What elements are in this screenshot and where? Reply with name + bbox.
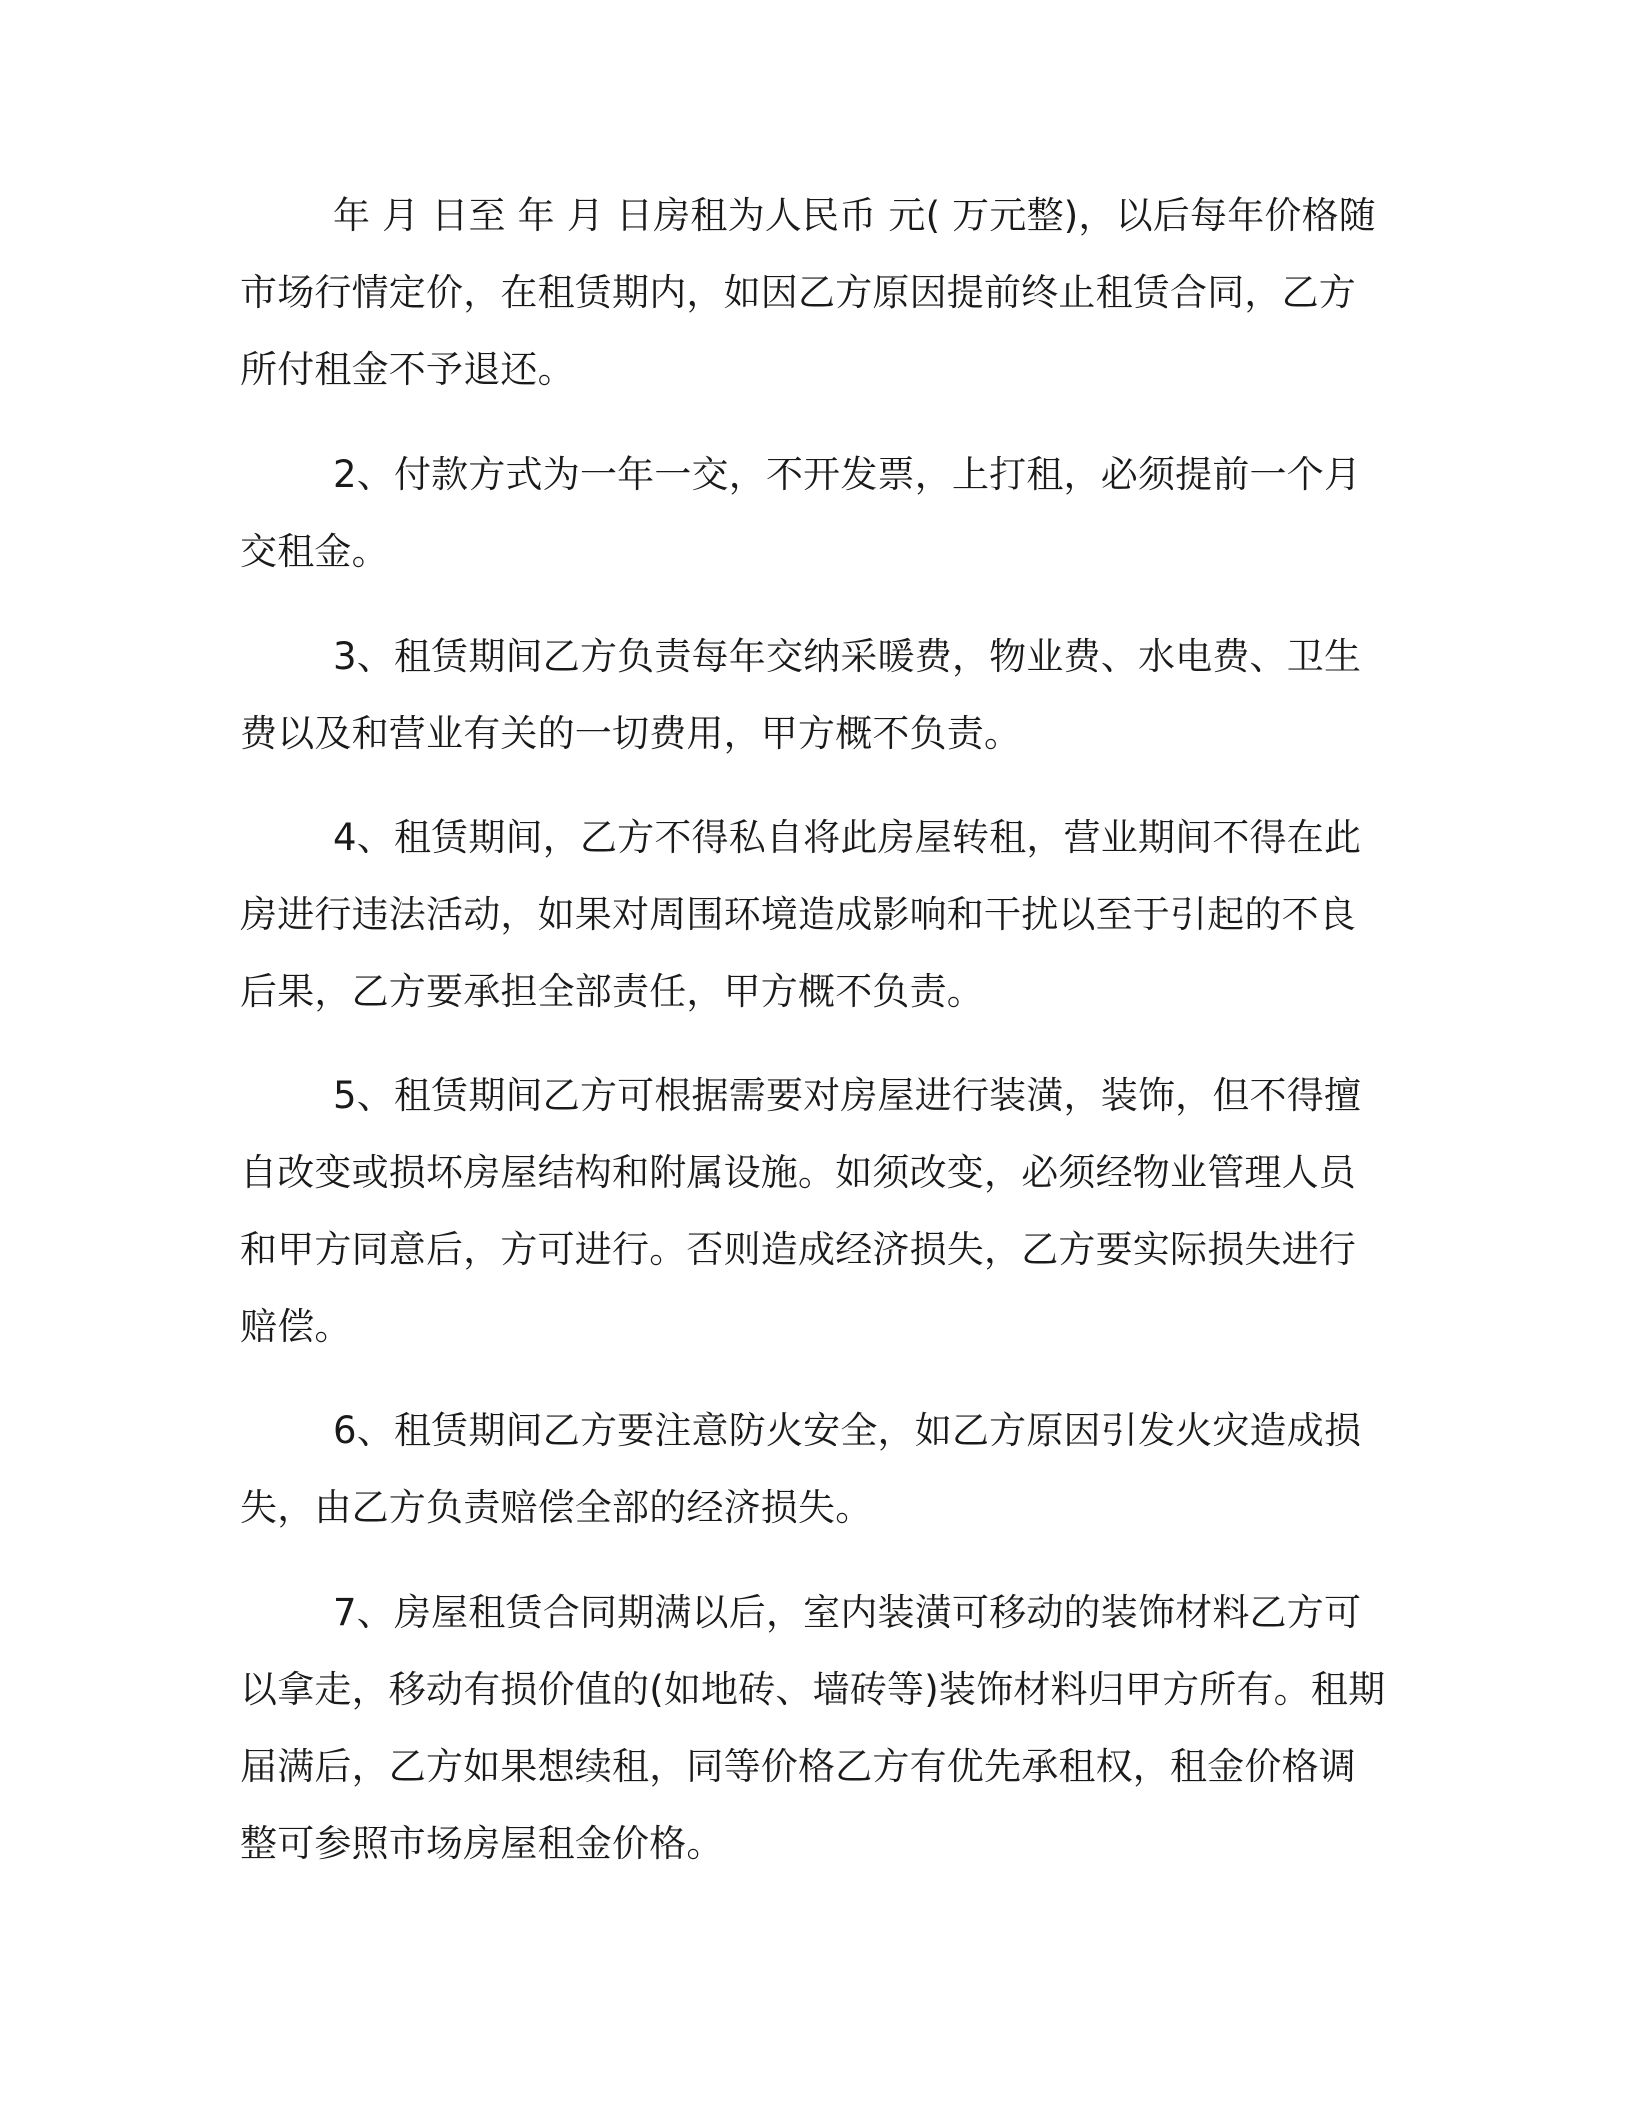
- text-line: 2、付款方式为一年一交，不开发票，上打租，必须提前一个月: [333, 453, 1362, 496]
- text-line: 5、租赁期间乙方可根据需要对房屋进行装潢，装饰，但不得擅: [333, 1074, 1362, 1117]
- paragraph-clause-4: [240, 799, 1361, 1030]
- text-line: 整可参照市场房屋租金价格。: [240, 1822, 724, 1865]
- paragraph-clause-2: [240, 436, 1361, 590]
- text-line: 届满后，乙方如果想续租，同等价格乙方有优先承租权，租金价格调: [240, 1745, 1356, 1788]
- paragraph-clause-3: [240, 618, 1361, 772]
- text-line: 7、房屋租赁合同期满以后，室内装潢可移动的装饰材料乙方可: [333, 1591, 1362, 1634]
- text-line: 年 月 日至 年 月 日房租为人民币 元( 万元整)，以后每年价格随: [333, 194, 1376, 237]
- text-line: 自改变或损坏房屋结构和附属设施。如须改变，必须经物业管理人员: [240, 1151, 1356, 1194]
- text-line: 和甲方同意后，方可进行。否则造成经济损失，乙方要实际损失进行: [240, 1228, 1356, 1271]
- text-line: 房进行违法活动，如果对周围环境造成影响和干扰以至于引起的不良: [240, 893, 1356, 936]
- text-line: 交租金。: [240, 530, 389, 573]
- text-line: 失，由乙方负责赔偿全部的经济损失。: [240, 1486, 873, 1529]
- paragraph-clause-6: [240, 1392, 1361, 1546]
- paragraph-clause-5: [240, 1057, 1361, 1365]
- text-line: 市场行情定价，在租赁期内，如因乙方原因提前终止租赁合同，乙方: [240, 271, 1356, 314]
- text-line: 后果，乙方要承担全部责任，甲方概不负责。: [240, 970, 984, 1013]
- text-line: 费以及和营业有关的一切费用，甲方概不负责。: [240, 712, 1022, 755]
- paragraph-rent-amount: [240, 177, 1376, 408]
- text-line: 4、租赁期间，乙方不得私自将此房屋转租，营业期间不得在此: [333, 816, 1362, 859]
- paragraph-clause-7: [240, 1574, 1385, 1882]
- text-line: 3、租赁期间乙方负责每年交纳采暖费，物业费、水电费、卫生: [333, 635, 1362, 678]
- text-line: 以拿走，移动有损价值的(如地砖、墙砖等)装饰材料归甲方所有。租期: [240, 1668, 1386, 1711]
- text-line: 所付租金不予退还。: [240, 348, 575, 391]
- text-line: 6、租赁期间乙方要注意防火安全，如乙方原因引发火灾造成损: [333, 1409, 1362, 1452]
- text-line: 赔偿。: [240, 1305, 352, 1348]
